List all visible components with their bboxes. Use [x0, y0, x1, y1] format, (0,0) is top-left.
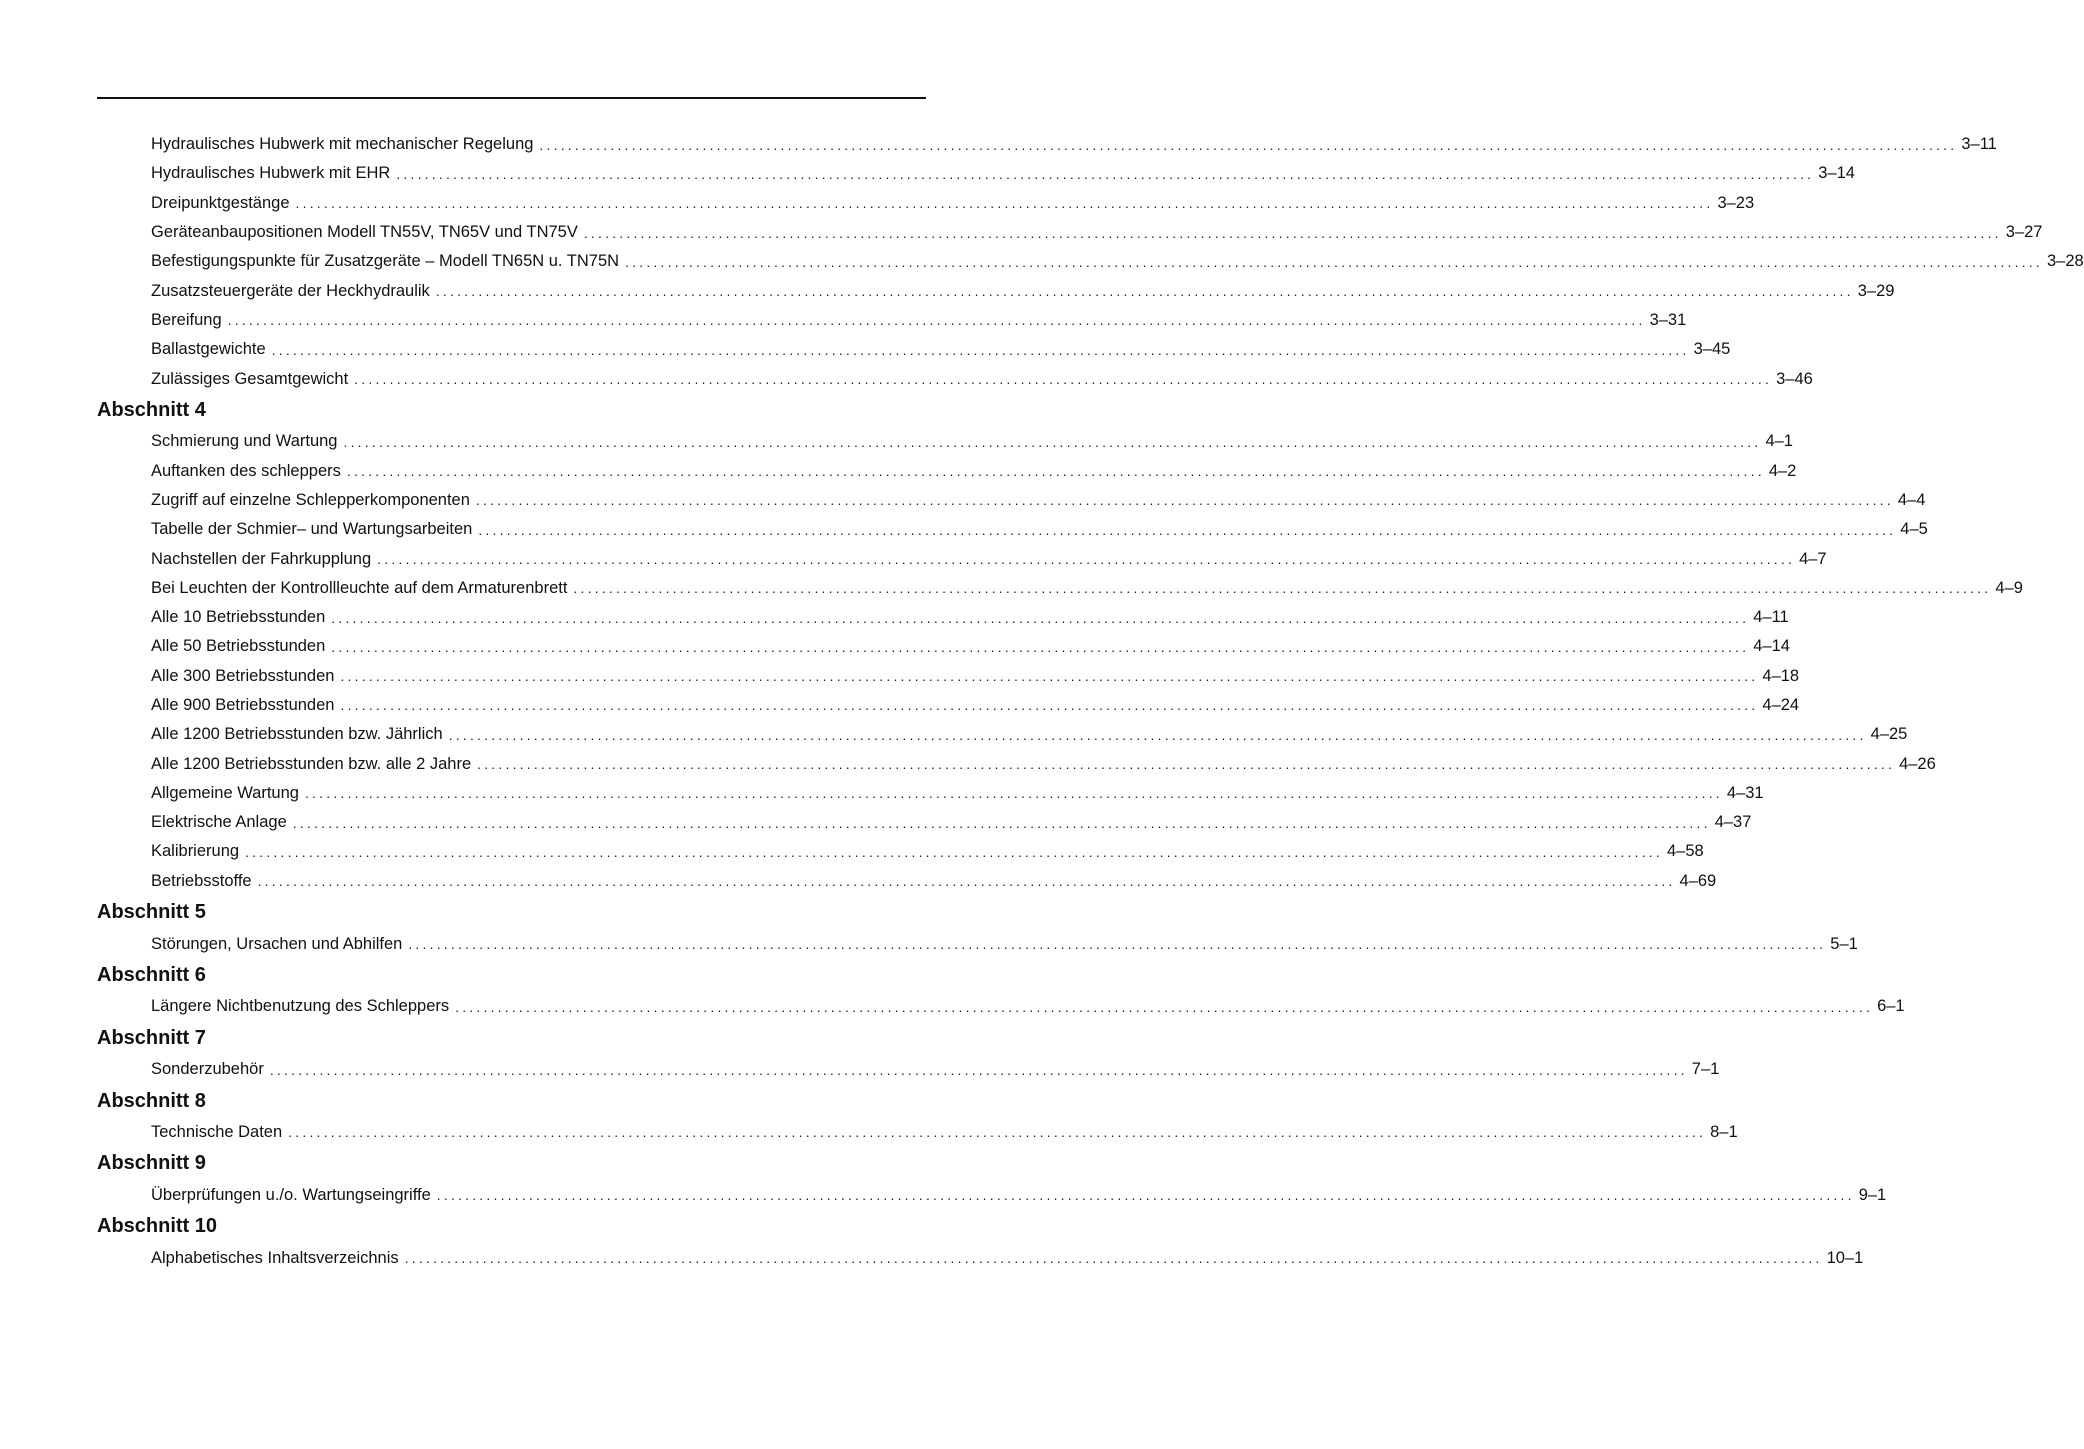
toc-entry-page-number: 3–29: [1857, 281, 1895, 300]
dot-leader: ........................................................................................................................................................................................................: [475, 492, 1894, 509]
toc-entry-title: Längere Nichtbenutzung des Schleppers: [151, 997, 455, 1016]
toc-entry[interactable]: [151, 837, 1704, 866]
dot-leader: ........................................................................................................................................................................................................: [455, 998, 1874, 1015]
toc-entry-title: Betriebsstoffe: [151, 872, 258, 891]
dot-leader: ........................................................................................................................................................................................................: [331, 609, 1750, 626]
toc-entry[interactable]: [151, 130, 1997, 159]
dot-leader: ........................................................................................................................................................................................................: [436, 1187, 1855, 1204]
toc-entry-title: Kalibrierung: [151, 842, 245, 861]
toc-entry[interactable]: [151, 574, 2023, 603]
toc-entry[interactable]: [151, 779, 1764, 808]
section-heading: Abschnitt 7: [97, 1026, 206, 1049]
toc-entry-page-number: 4–9: [1995, 578, 2023, 597]
toc-entry-title: Alle 10 Betriebsstunden: [151, 608, 331, 627]
dot-leader: ........................................................................................................................................................................................................: [573, 580, 1992, 597]
dot-leader: ........................................................................................................................................................................................................: [245, 843, 1663, 860]
toc-entry[interactable]: [151, 808, 1752, 837]
toc-entry-title: Störungen, Ursachen und Abhilfen: [151, 935, 408, 954]
toc-entry[interactable]: [151, 691, 1800, 720]
toc-entry[interactable]: [151, 306, 1687, 335]
toc-entry-page-number: 8–1: [1710, 1122, 1738, 1141]
toc-entry-page-number: 4–2: [1768, 461, 1797, 480]
toc-entry-title: Geräteanbaupositionen Modell TN55V, TN65V und TN75V: [151, 223, 584, 242]
section-heading: Abschnitt 5: [97, 901, 206, 924]
toc-entry-title: Dreipunktgestänge: [151, 194, 296, 213]
toc-section: [0, 130, 2084, 394]
toc-section: [0, 1084, 1738, 1147]
toc-entry-title: Zugriff auf einzelne Schlepperkomponenten: [151, 491, 476, 510]
toc-entry-title: Alle 50 Betriebsstunden: [151, 637, 331, 656]
toc-entry-title: Hydraulisches Hubwerk mit EHR: [151, 164, 396, 183]
section-heading: Abschnitt 4: [97, 398, 206, 421]
toc-entry-page-number: 9–1: [1858, 1185, 1887, 1204]
toc-entry[interactable]: [151, 749, 1936, 778]
dot-leader: ........................................................................................................................................................................................................: [478, 521, 1897, 538]
dot-leader: ........................................................................................................................................................................................................: [340, 697, 1759, 714]
toc-entry-page-number: 3–45: [1693, 340, 1731, 359]
section-heading: Abschnitt 10: [97, 1215, 218, 1238]
dot-leader: ........................................................................................................................................................................................................: [304, 785, 1723, 802]
section-heading: Abschnitt 8: [97, 1089, 206, 1112]
toc-entry-page-number: 3–14: [1818, 164, 1855, 183]
toc-entry-title: Technische Daten: [151, 1123, 288, 1142]
toc-entry[interactable]: [151, 276, 1895, 305]
toc-entry-page-number: 4–11: [1753, 608, 1789, 627]
toc-entry-title: Alle 1200 Betriebsstunden bzw. alle 2 Jahre: [151, 755, 477, 774]
toc-entry-title: Alle 1200 Betriebsstunden bzw. Jährlich: [151, 725, 449, 744]
dot-leader: ........................................................................................................................................................................................................: [477, 756, 1896, 773]
dot-leader: ........................................................................................................................................................................................................: [408, 936, 1827, 953]
toc-entry-title: Ballastgewichte: [151, 340, 272, 359]
toc-entry[interactable]: [151, 515, 1928, 544]
toc-entry-page-number: 3–11: [1961, 135, 1997, 154]
dot-leader: ........................................................................................................................................................................................................: [269, 1061, 1688, 1078]
dot-leader: ........................................................................................................................................................................................................: [625, 253, 2043, 270]
toc-entry-title: Bei Leuchten der Kontrollleuchte auf dem Armaturenbrett: [151, 579, 573, 598]
toc-section: [0, 959, 1905, 1022]
toc-entry[interactable]: [151, 486, 1926, 515]
toc-entry-title: Befestigungspunkte für Zusatzgeräte – Modell TN65N u. TN75N: [151, 252, 625, 271]
dot-leader: ........................................................................................................................................................................................................: [583, 224, 2002, 241]
toc-entry[interactable]: [151, 456, 1797, 485]
toc-entry[interactable]: [151, 247, 2084, 276]
toc-entry-page-number: 3–46: [1776, 369, 1813, 388]
toc-entry-page-number: 3–23: [1717, 193, 1755, 212]
toc-entry[interactable]: [151, 544, 1827, 573]
toc-entry-page-number: 3–28: [2047, 252, 2084, 271]
toc-entry[interactable]: [151, 992, 1905, 1021]
toc-section: [0, 1210, 1864, 1273]
toc-entry[interactable]: [151, 335, 1731, 364]
toc-entry[interactable]: [151, 427, 1793, 456]
toc-entry[interactable]: [151, 632, 1790, 661]
dot-leader: ........................................................................................................................................................................................................: [331, 638, 1750, 655]
toc-entry-page-number: 4–26: [1899, 754, 1936, 773]
toc-entry-page-number: 4–18: [1762, 666, 1800, 685]
toc-entry-title: Zusatzsteuergeräte der Heckhydraulik: [151, 282, 436, 301]
dot-leader: ........................................................................................................................................................................................................: [257, 873, 1676, 890]
toc-entry[interactable]: [151, 1243, 1864, 1272]
toc-entry-page-number: 4–5: [1900, 520, 1928, 539]
dot-leader: ........................................................................................................................................................................................................: [295, 195, 1714, 212]
section-heading: Abschnitt 9: [97, 1152, 206, 1175]
toc-entry-page-number: 4–14: [1753, 637, 1790, 656]
table-of-contents: [0, 130, 2084, 1273]
toc-entry[interactable]: [151, 364, 1813, 393]
toc-entry-title: Überprüfungen u./o. Wartungseingriffe: [151, 1186, 437, 1205]
toc-section: [0, 394, 2023, 896]
toc-entry-page-number: 7–1: [1691, 1060, 1720, 1079]
dot-leader: ........................................................................................................................................................................................................: [377, 551, 1796, 567]
toc-entry[interactable]: [151, 218, 2043, 247]
toc-entry-title: Zulässiges Gesamtgewicht: [151, 370, 354, 389]
toc-entry-page-number: 4–1: [1765, 432, 1793, 451]
toc-entry-title: Allgemeine Wartung: [151, 784, 305, 803]
toc-entry-title: Tabelle der Schmier– und Wartungsarbeiten: [151, 520, 478, 539]
toc-entry-title: Auftanken des schleppers: [151, 462, 347, 481]
toc-entry[interactable]: [151, 867, 1717, 896]
toc-entry-title: Schmierung und Wartung: [151, 432, 344, 451]
toc-entry-page-number: 4–4: [1897, 490, 1926, 509]
dot-leader: ........................................................................................................................................................................................................: [435, 283, 1854, 300]
toc-entry-page-number: 4–69: [1679, 871, 1717, 890]
toc-entry-page-number: 4–58: [1667, 842, 1704, 861]
header-rule: [97, 97, 926, 99]
dot-leader: ........................................................................................................................................................................................................: [448, 726, 1867, 743]
dot-leader: ........................................................................................................................................................................................................: [292, 814, 1711, 831]
dot-leader: ........................................................................................................................................................................................................: [271, 341, 1690, 358]
toc-entry-title: Nachstellen der Fahrkupplung: [151, 550, 377, 569]
toc-entry[interactable]: [151, 720, 1908, 749]
toc-entry[interactable]: [151, 189, 1755, 218]
dot-leader: ........................................................................................................................................................................................................: [354, 371, 1773, 388]
dot-leader: ........................................................................................................................................................................................................: [288, 1124, 1707, 1141]
section-heading: Abschnitt 6: [97, 963, 206, 986]
toc-entry-page-number: 4–31: [1726, 783, 1764, 802]
toc-entry[interactable]: [151, 1118, 1738, 1147]
dot-leader: ........................................................................................................................................................................................................: [404, 1250, 1823, 1267]
toc-entry-title: Bereifung: [151, 311, 228, 330]
toc-entry-page-number: 4–25: [1870, 725, 1908, 744]
dot-leader: ........................................................................................................................................................................................................: [340, 668, 1759, 685]
dot-leader: ........................................................................................................................................................................................................: [396, 165, 1815, 182]
toc-section: [0, 896, 1858, 959]
toc-entry-page-number: 5–1: [1830, 934, 1858, 953]
toc-entry[interactable]: [151, 159, 1855, 188]
dot-leader: ........................................................................................................................................................................................................: [539, 136, 1958, 153]
toc-entry-page-number: 6–1: [1877, 997, 1905, 1016]
toc-entry-page-number: 4–37: [1714, 813, 1752, 832]
toc-entry[interactable]: [151, 1181, 1887, 1210]
dot-leader: ........................................................................................................................................................................................................: [227, 312, 1646, 329]
toc-entry-title: Hydraulisches Hubwerk mit mechanischer Regelung: [151, 135, 539, 154]
toc-entry-title: Alphabetisches Inhaltsverzeichnis: [151, 1249, 405, 1268]
toc-entry[interactable]: [151, 929, 1858, 958]
toc-entry[interactable]: [151, 603, 1789, 632]
toc-entry-page-number: 10–1: [1826, 1248, 1864, 1267]
toc-entry-page-number: 3–27: [2005, 223, 2043, 242]
toc-section: [0, 1022, 1720, 1085]
toc-entry-page-number: 3–31: [1649, 310, 1687, 329]
toc-section: [0, 1147, 1887, 1210]
toc-entry[interactable]: [151, 1055, 1720, 1084]
dot-leader: ........................................................................................................................................................................................................: [346, 463, 1765, 480]
toc-entry-page-number: 4–7: [1799, 549, 1827, 568]
toc-entry-page-number: 4–24: [1762, 695, 1800, 714]
toc-entry[interactable]: [151, 662, 1800, 691]
toc-entry-title: Sonderzubehör: [151, 1060, 270, 1079]
toc-entry-title: Alle 900 Betriebsstunden: [151, 696, 340, 715]
dot-leader: ........................................................................................................................................................................................................: [343, 433, 1762, 450]
toc-entry-title: Alle 300 Betriebsstunden: [151, 667, 340, 686]
toc-entry-title: Elektrische Anlage: [151, 813, 293, 832]
